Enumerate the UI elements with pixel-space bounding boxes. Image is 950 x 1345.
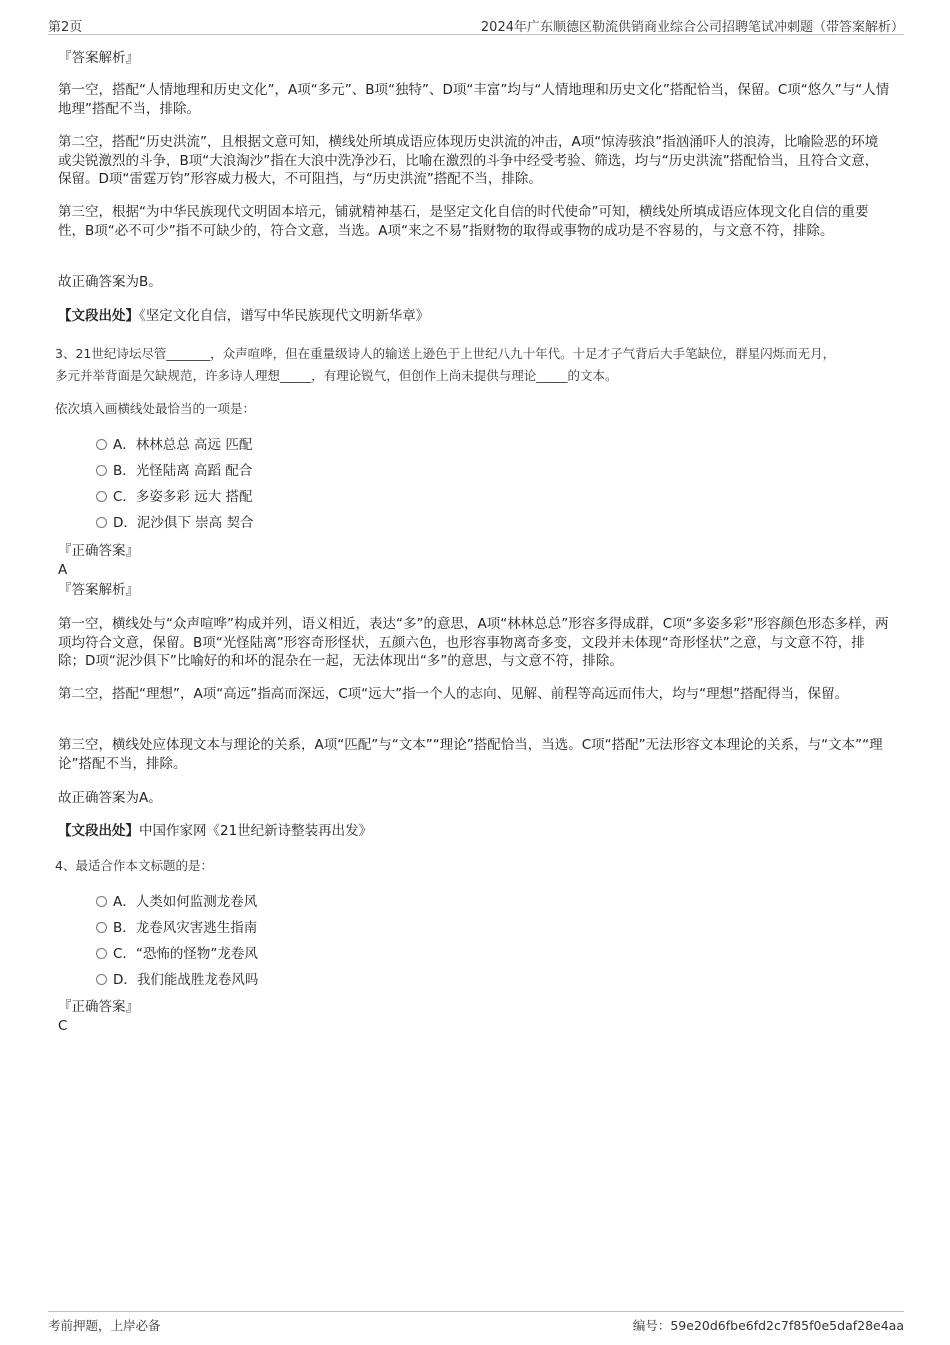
question-stem: 多元并举背面是欠缺规范，许多诗人理想_____，有理论锐气，但创作上尚未提供与理论_____的文本。: [55, 368, 618, 383]
page-footer: [48, 1311, 904, 1334]
option-c[interactable]: C．“恐怖的怪物”龙卷风: [96, 945, 258, 963]
radio-icon[interactable]: [96, 439, 107, 450]
option-a[interactable]: A．林林总总 高远 匹配: [96, 436, 252, 454]
analysis-paragraph: 第一空，搭配“人情地理和历史文化”，A项“多元”、B项“独特”、D项“丰富”均与“人情地理和历史文化”搭配恰当，保留。C项“悠久”与“人情地理”搭配不当，排除。: [58, 82, 890, 117]
page-number: 第2页: [48, 20, 83, 35]
document-title: 2024年广东顺德区勒流供销商业综合公司招聘笔试冲刺题（带答案解析）: [480, 20, 904, 35]
answer-value: A: [58, 562, 68, 578]
answer-label: 『正确答案』: [58, 543, 139, 559]
answer-label: 『正确答案』: [58, 999, 139, 1015]
source-line: [58, 822, 890, 841]
conclusion: 故正确答案为A。: [58, 790, 162, 806]
option-c[interactable]: C．多姿多彩 远大 搭配: [96, 488, 253, 506]
source-label: 【文段出处】: [58, 308, 139, 324]
question-stem: 4、最适合作本文标题的是：: [55, 858, 213, 873]
analysis-paragraph: 第一空，横线处与“众声喧哗”构成并列，语义相近，表达“多”的意思，A项“林林总总”形容多得成群，C项“多姿多彩”形容颜色形态多样，两项均符合文意，保留。B项“光怪陆离”形容奇形怪状，五颜六色，也形容事物离奇多变，文段并未体现“奇形怪状”之意，与文意不符，排除；D项“泥沙俱下”比喻好的和坏的混杂在一起，无法体现出“多”的意思，与文意不符，排除。: [58, 616, 889, 669]
radio-icon[interactable]: [96, 974, 107, 985]
footer-slogan: 考前押题，上岸必备: [48, 1318, 161, 1333]
option-b[interactable]: B．龙卷风灾害逃生指南: [96, 919, 257, 937]
source-label: 【文段出处】: [58, 823, 139, 839]
source-line: [58, 307, 890, 326]
page-header: [48, 14, 904, 35]
conclusion: 故正确答案为B。: [58, 274, 162, 290]
source-text: 中国作家网《21世纪新诗整装再出发》: [139, 823, 373, 839]
answer-value: C: [58, 1018, 68, 1034]
option-d[interactable]: D．我们能战胜龙卷风吗: [96, 971, 258, 989]
question-stem: 3、21世纪诗坛尽管_______，众声喧哗，但在重量级诗人的输送上逊色于上世纪八九十年代。十足才子气背后大手笔缺位，群星闪烁而无月，: [55, 346, 836, 361]
source-text: 《坚定文化自信，谱写中华民族现代文明新华章》: [139, 308, 430, 324]
option-b[interactable]: B．光怪陆离 高蹈 配合: [96, 462, 252, 480]
question-prompt: 依次填入画横线处最恰当的一项是：: [55, 401, 256, 416]
radio-icon[interactable]: [96, 922, 107, 933]
radio-icon[interactable]: [96, 896, 107, 907]
analysis-label: 『答案解析』: [58, 582, 139, 598]
analysis-paragraph: 第二空，搭配“理想”，A项“高远”指高而深远，C项“远大”指一个人的志向、见解、前程等高远而伟大，均与“理想”搭配得当，保留。: [58, 686, 849, 702]
radio-icon[interactable]: [96, 465, 107, 476]
option-d[interactable]: D．泥沙俱下 崇高 契合: [96, 514, 253, 532]
analysis-paragraph: 第三空，根据“为中华民族现代文明固本培元，铺就精神基石，是坚定文化自信的时代使命”可知，横线处所填成语应体现文化自信的重要性，B项“必不可少”指不可缺少的，符合文意，当选。A项“来之不易”指财物的取得或事物的成功是不容易的，与文意不符，排除。: [58, 204, 869, 239]
analysis-paragraph: 第二空，搭配“历史洪流”，且根据文意可知，横线处所填成语应体现历史洪流的冲击，A项“惊涛骇浪”指汹涌吓人的浪涛，比喻险恶的环境或尖锐激烈的斗争，B项“大浪淘沙”指在大浪中洗净沙石，比喻在激烈的斗争中经受考验、筛选，均与“历史洪流”搭配恰当，且符合文意，保留。D项“雷霆万钧”形容威力极大，不可阻挡，与“历史洪流”搭配不当，排除。: [58, 134, 879, 187]
analysis-label: 『答案解析』: [58, 50, 139, 66]
option-a[interactable]: A．人类如何监测龙卷风: [96, 893, 257, 911]
document-code: 编号：59e20d6fbe6fd2c7f85f0e5daf28e4aa: [632, 1318, 904, 1333]
radio-icon[interactable]: [96, 491, 107, 502]
radio-icon[interactable]: [96, 517, 107, 528]
analysis-paragraph: 第三空，横线处应体现文本与理论的关系，A项“匹配”与“文本”“理论”搭配恰当，当选。C项“搭配”无法形容文本理论的关系，与“文本”“理论”搭配不当，排除。: [58, 737, 883, 772]
radio-icon[interactable]: [96, 948, 107, 959]
